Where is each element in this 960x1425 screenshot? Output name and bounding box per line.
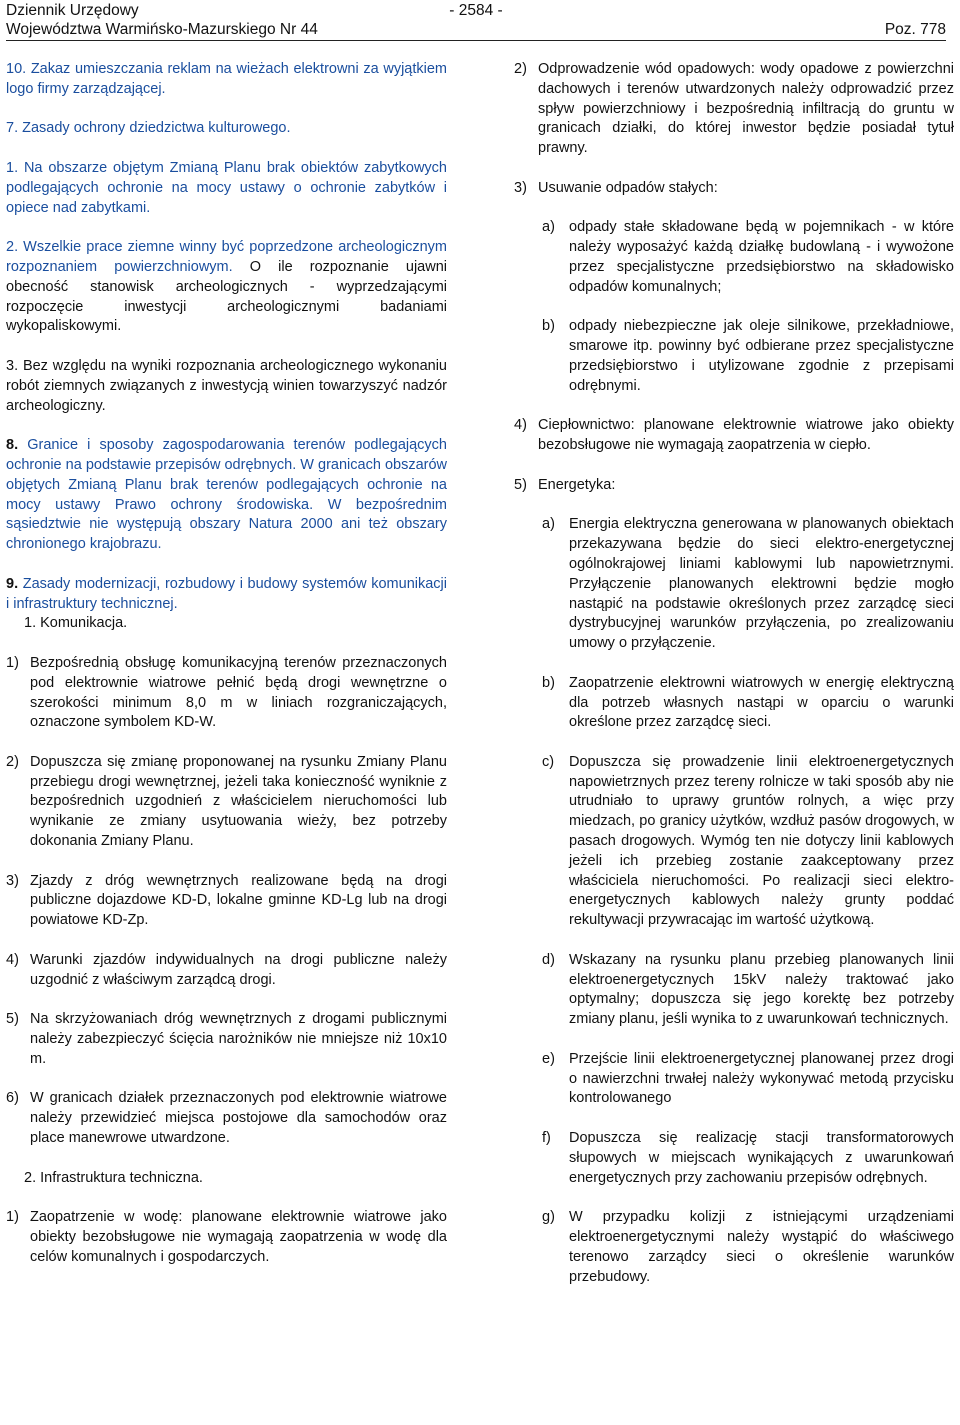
journal-subtitle: Województwa Warmińsko-Mazurskiego Nr 44 <box>6 21 318 38</box>
sub-list-item: b) odpady niebezpieczne jak oleje silnikowe, przekładniowe, smarowe itp. powinny być odbierane przez specjalistyczne przedsiębiorstwo i utylizowane zgodnie z przepisami odrębnymi. <box>542 318 954 394</box>
section-7-point-2 <box>6 238 447 337</box>
list-item: 3) Zjazdy z dróg wewnętrznych realizowane będą na drogi publiczne dojazdowe KD-D, lokalne gminne KD-Lg lub na drogi powiatowe KD-Zp. <box>6 872 447 929</box>
section-7-point-2-part-b: O ile rozpoznanie ujawni obecność stanowisk archeologicznych - wyprzedzającymi rozpoczęcie inwestycji archeologicznymi badaniami wykopaliskowymi. <box>6 258 447 335</box>
section-9-number: 9. <box>6 575 19 592</box>
section-8-number: 8. <box>6 437 19 454</box>
sub-list-item: g) W przypadku kolizji z istniejącymi urządzeniami elektroenergetycznymi należy wystąpić do właściwego terenowo zarządcy sieci o określenie warunków przebudowy. <box>542 1209 954 1285</box>
sub-list-item: c) Dopuszcza się prowadzenie linii elektroenergetycznych napowietrznych przez tereny rolnicze w taki sposób aby nie utrudniało to uprawy gruntów rolnych, a więc przy miedzach, po granicy użytków, wzdłuż pasów drogowych, w pasach drogowych. Wymóg ten nie dotyczy linii kablowych jeżeli ich przebieg zostanie zaakceptowany przez właściciela nieruchomości. Po realizacji sieci elektro-energetycznych kablowych należy grunty poddać rekultywacji przywracając im wartość użytkową. <box>542 753 954 929</box>
list-item: 3) Usuwanie odpadów stałych: <box>514 179 718 196</box>
list-item: 1) Zaopatrzenie w wodę: planowane elektrownie wiatrowe jako obiekty bezobsługowe nie wymagają zaopatrzenia w wodę dla celów komunalnych i gospodarczych. <box>6 1209 447 1265</box>
list-item: 2) Dopuszcza się zmianę proponowanej na rysunku Zmiany Planu przebiegu drogi wewnętrznej, jeżeli taka konieczność wyniknie z bezpośrednich uzgodnień z właścicielem nieruchomości lub wynikanie ze zmiany usytuowania wieży, bez potrzeby dokonania Zmiany Planu. <box>6 753 447 850</box>
list-item: 4) Ciepłownictwo: planowane elektrownie wiatrowe jako obiekty bezobsługowe nie wymagają zaopatrzenia w ciepło. <box>514 417 954 454</box>
section-9 <box>6 575 447 615</box>
paragraph-10: 10. Zakaz umieszczania reklam na wieżach elektrowni za wyjątkiem logo firmy zarządzającej. <box>6 61 447 97</box>
sub-list-item: d) Wskazany na rysunku planu przebieg planowanych linii elektroenergetycznych 15kV należy traktować jako optymalny; dopuszcza się jego korektę bez potrzeby zmiany planu, jeśli wynika to z uwarunkowań technicznych. <box>542 951 954 1028</box>
section-9-communication-heading: 1. Komunikacja. <box>24 615 128 632</box>
section-8-part-b: W granicach obszarów objętych Zmianą Planu brak terenów podlegających ochronie na mocy ustawy Prawo ochrony środowiska. <box>6 456 447 513</box>
sub-list-item: f) Dopuszcza się realizację stacji transformatorowych słupowych w miejscach wynikających z uwarunkowań energetycznych przy zachowaniu przepisów odrębnych. <box>542 1130 954 1186</box>
section-7-point-2-part-a: 2. Wszelkie prace ziemne winny być poprzedzone archeologicznym rozpoznaniem powierzchniowym. <box>6 239 447 275</box>
page-number: - 2584 - <box>449 2 503 19</box>
position-number: Poz. 778 <box>884 21 946 38</box>
sub-list-item: a) odpady stałe składowane będą w pojemnikach - w które należy wyposażyć każdą działkę budowlaną - i wywożone przez specjalistyczne przedsiębiorstwo na składowisko odpadów komunalnych; <box>542 219 954 295</box>
sub-list-item: a) Energia elektryczna generowana w planowanych obiektach przekazywana będzie do sieci elektro-energetycznej ogólnokrajowej liniami kablowymi lub napowietrznymi. Przyłączenie planowanych elektrowni będzie mogło nastąpić na podstawie określonych przez zarządcę sieci dystrybucyjnej warunków przyłączenia, po zrealizowaniu umowy o przyłączenie. <box>542 516 954 652</box>
section-8-part-c: W bezpośrednim sąsiedztwie nie występują obszary Natura 2000 ani też obszary chronionego krajobrazu. <box>6 496 447 553</box>
list-item: 1) Bezpośrednią obsługę komunikacyjną terenów przeznaczonych pod elektrownie wiatrowe pełnić będą drogi wewnętrzne o szerokości minimum 8,0 m w liniach rozgraniczających, oznaczone symbolem KD-W. <box>6 654 447 731</box>
list-item: 4) Warunki zjazdów indywidualnych na drogi publiczne należy uzgodnić z właściwym zarządcą drogi. <box>6 951 447 988</box>
section-8 <box>6 436 447 555</box>
list-item: 5) Na skrzyżowaniach dróg wewnętrznych z drogami publicznymi należy zabezpieczyć ścięcia narożników nie mniejsze niż 10x10 m. <box>6 1011 447 1067</box>
page-header <box>6 0 946 41</box>
sub-list-item: e) Przejście linii elektroenergetycznej planowanej przez drogi o nawierzchni trwałej należy wykonywać metodą przycisku kontrolowanego <box>542 1050 954 1107</box>
section-7-point-1: 1. Na obszarze objętym Zmianą Planu brak obiektów zabytkowych podlegających ochronie na mocy ustawy o ochronie zabytków i opiece nad zabytkami. <box>6 159 447 216</box>
right-column <box>514 60 954 1307</box>
section-7-point-3: 3. Bez względu na wyniki rozpoznania archeologicznego wykonaniu robót ziemnych związanych z inwestycją winien towarzyszyć nadzór archeologiczny. <box>6 357 447 414</box>
section-8-part-a: Granice i sposoby zagospodarowania terenów podlegających ochronie na podstawie przepisów odrębnych. <box>6 437 447 473</box>
section-9-title: Zasady modernizacji, rozbudowy i budowy systemów komunikacji i infrastruktury technicznej. <box>6 575 447 612</box>
list-item: 6) W granicach działek przeznaczonych pod elektrownie wiatrowe należy przewidzieć miejsca postojowe dla samochodów oraz place manewrowe utwardzone. <box>6 1090 447 1147</box>
list-item: 5) Energetyka: <box>514 476 616 493</box>
journal-title: Dziennik Urzędowy <box>6 2 139 19</box>
list-item: 2) Odprowadzenie wód opadowych: wody opadowe z powierzchni dachowych i terenów utwardzonych należy odprowadzić przez spływ powierzchniowy i bezpośrednią infiltracją do gruntu w granicach działki, do której inwestor będzie posiadał tytuł prawny. <box>514 61 954 157</box>
section-7-heading: 7. Zasady ochrony dziedzictwa kulturowego. <box>6 120 291 137</box>
left-column <box>6 60 447 1287</box>
sub-list-item: b) Zaopatrzenie elektrowni wiatrowych w energię elektryczną dla potrzeb własnych nastąpi w oparciu o warunki określone przez zarządcę sieci. <box>542 674 954 731</box>
section-9-infrastructure-heading: 2. Infrastruktura techniczna. <box>24 1169 203 1186</box>
